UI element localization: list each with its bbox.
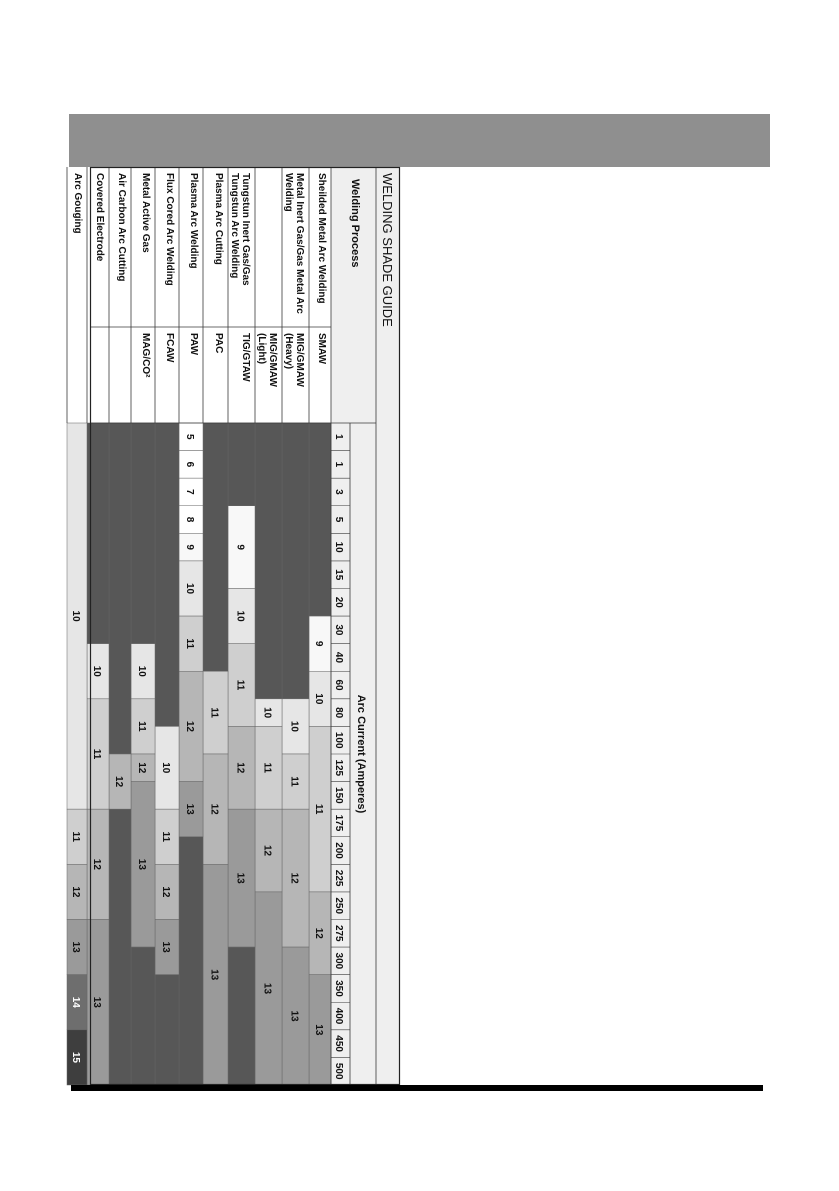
process-abbreviation: TIG/GTAW: [240, 333, 251, 382]
shade-value: 12: [208, 803, 220, 815]
shade-value: 10: [234, 610, 246, 622]
shade-cell: [228, 947, 255, 1085]
amperage-label: 5: [333, 516, 344, 523]
shade-value: 10: [91, 665, 102, 677]
shade-value: 13: [208, 969, 220, 981]
amperage-label: 350: [333, 980, 344, 997]
amperage-label: 200: [333, 842, 344, 859]
amperage-label: 275: [333, 924, 344, 942]
shade-value: 10: [288, 720, 300, 732]
shade-value: 13: [91, 996, 102, 1008]
shade-table-svg: [70, 167, 400, 1085]
shade-value: 13: [136, 858, 147, 870]
shade-value: 11: [208, 707, 220, 718]
bottom-rule: [71, 1085, 763, 1091]
amperage-label: 250: [333, 897, 344, 915]
amperage-label: 40: [333, 651, 344, 664]
amperage-label: 1: [333, 434, 344, 440]
process-header: Welding Process: [349, 179, 361, 268]
guide-title: WELDING SHADE GUIDE: [380, 173, 395, 327]
shade-value: 11: [288, 776, 300, 787]
shade-value: 12: [184, 720, 195, 732]
amperage-label: 300: [333, 952, 344, 970]
shade-value: 13: [288, 1010, 300, 1022]
shade-value: 10: [261, 707, 273, 719]
shade-value: 11: [160, 831, 171, 843]
shade-cell: [309, 423, 331, 616]
shade-value: 10: [184, 582, 195, 595]
shade-value: 12: [113, 776, 124, 788]
shade-value: 12: [313, 927, 324, 939]
shade-cell: [255, 423, 282, 699]
amperage-label: 80: [333, 707, 344, 719]
shade-value: 11: [313, 803, 324, 815]
shade-value: 12: [91, 858, 102, 870]
process-name: Metal Inert Gas/Gas Metal Arc: [294, 173, 305, 314]
process-abbreviation: MAG/CO²: [140, 333, 151, 378]
shade-value: 12: [261, 844, 273, 857]
process-abbreviation: MIG/GMAW: [294, 333, 305, 387]
shade-value: 10: [70, 610, 81, 622]
shade-cell: [282, 423, 309, 699]
process-abbreviation: MIG/GMAW: [267, 333, 278, 387]
shade-value: 9: [313, 640, 324, 647]
amperage-label: 175: [333, 814, 344, 832]
process-abbreviation: FCAW: [164, 333, 175, 363]
header-band: [69, 114, 770, 167]
shade-cell: [203, 423, 228, 671]
shade-value: 7: [184, 489, 195, 495]
shade-cell: [228, 423, 255, 506]
process-abbreviation: SMAW: [316, 333, 327, 365]
amperage-label: 60: [333, 679, 344, 691]
welding-shade-table: [70, 167, 400, 1085]
process-abbreviation: (Heavy): [283, 333, 294, 370]
shade-value: 10: [136, 665, 147, 677]
process-name: Flux Cored Arc Welding: [164, 173, 175, 286]
shade-value: 15: [70, 1051, 81, 1063]
shade-value: 12: [70, 886, 81, 898]
process-name: Covered Electrode: [94, 173, 105, 262]
process-name: Plasma Arc Cutting: [213, 173, 224, 265]
shade-value: 11: [136, 721, 147, 732]
process-name: Tungstun Arc Welding: [229, 173, 240, 279]
process-name: Air Carbon Arc Cutting: [116, 173, 127, 282]
amperage-label: 10: [333, 541, 344, 553]
shade-value: 10: [313, 693, 324, 705]
shade-value: 13: [160, 941, 171, 953]
process-name: Plasma Arc Welding: [188, 173, 199, 269]
amperage-label: 500: [333, 1062, 344, 1080]
process-abbreviation: (Light): [256, 333, 267, 365]
shade-value: 13: [184, 803, 195, 815]
amperage-label: 400: [333, 1007, 344, 1025]
amperage-label: 225: [333, 869, 344, 887]
shade-value: 11: [91, 748, 102, 760]
shade-value: 13: [70, 941, 81, 953]
shade-value: 13: [313, 1024, 324, 1036]
shade-cell: [179, 837, 203, 1085]
shade-value: 13: [261, 982, 273, 995]
amperage-label: 125: [333, 759, 344, 777]
shade-value: 12: [136, 762, 147, 774]
shade-value: 14: [70, 996, 81, 1008]
shade-value: 10: [160, 762, 171, 774]
shade-value: 9: [184, 544, 195, 550]
process-abbreviation: PAW: [188, 333, 199, 356]
shade-cell: [109, 423, 131, 754]
amperage-label: 150: [333, 787, 344, 804]
shade-value: 8: [184, 516, 195, 523]
shade-value: 11: [234, 679, 246, 691]
process-abbreviation: PAC: [213, 333, 224, 354]
shade-value: 11: [184, 638, 195, 649]
process-name: Metal Active Gas: [140, 173, 151, 253]
process-name: Arc Gouging: [72, 173, 83, 234]
shade-cell: [131, 947, 155, 1085]
shade-cell: [155, 975, 179, 1085]
current-header: Arc Current (Amperes): [355, 694, 367, 814]
amperage-label: 100: [333, 731, 344, 749]
shade-value: 12: [234, 762, 246, 774]
shade-value: 12: [160, 886, 171, 898]
shade-cell: [131, 423, 155, 644]
process-name: Sheilded Metal Arc Welding: [316, 173, 327, 304]
amperage-label: 1: [333, 461, 344, 468]
shade-cell: [155, 423, 179, 726]
amperage-label: 450: [333, 1035, 344, 1052]
amperage-label: 15: [333, 569, 344, 581]
process-name: Tungstun Inert Gas/Gas: [240, 173, 251, 286]
shade-value: 11: [70, 831, 81, 843]
shade-value: 12: [288, 872, 300, 884]
shade-value: 13: [234, 872, 246, 884]
shade-value: 11: [261, 762, 273, 774]
amperage-label: 30: [333, 624, 344, 636]
shade-value: 9: [234, 544, 246, 550]
process-name: Welding: [283, 173, 294, 212]
shade-value: 6: [184, 461, 195, 468]
amperage-label: 3: [333, 489, 344, 495]
shade-value: 5: [184, 434, 195, 440]
amperage-label: 20: [333, 596, 344, 608]
shade-cell: [109, 809, 131, 1085]
